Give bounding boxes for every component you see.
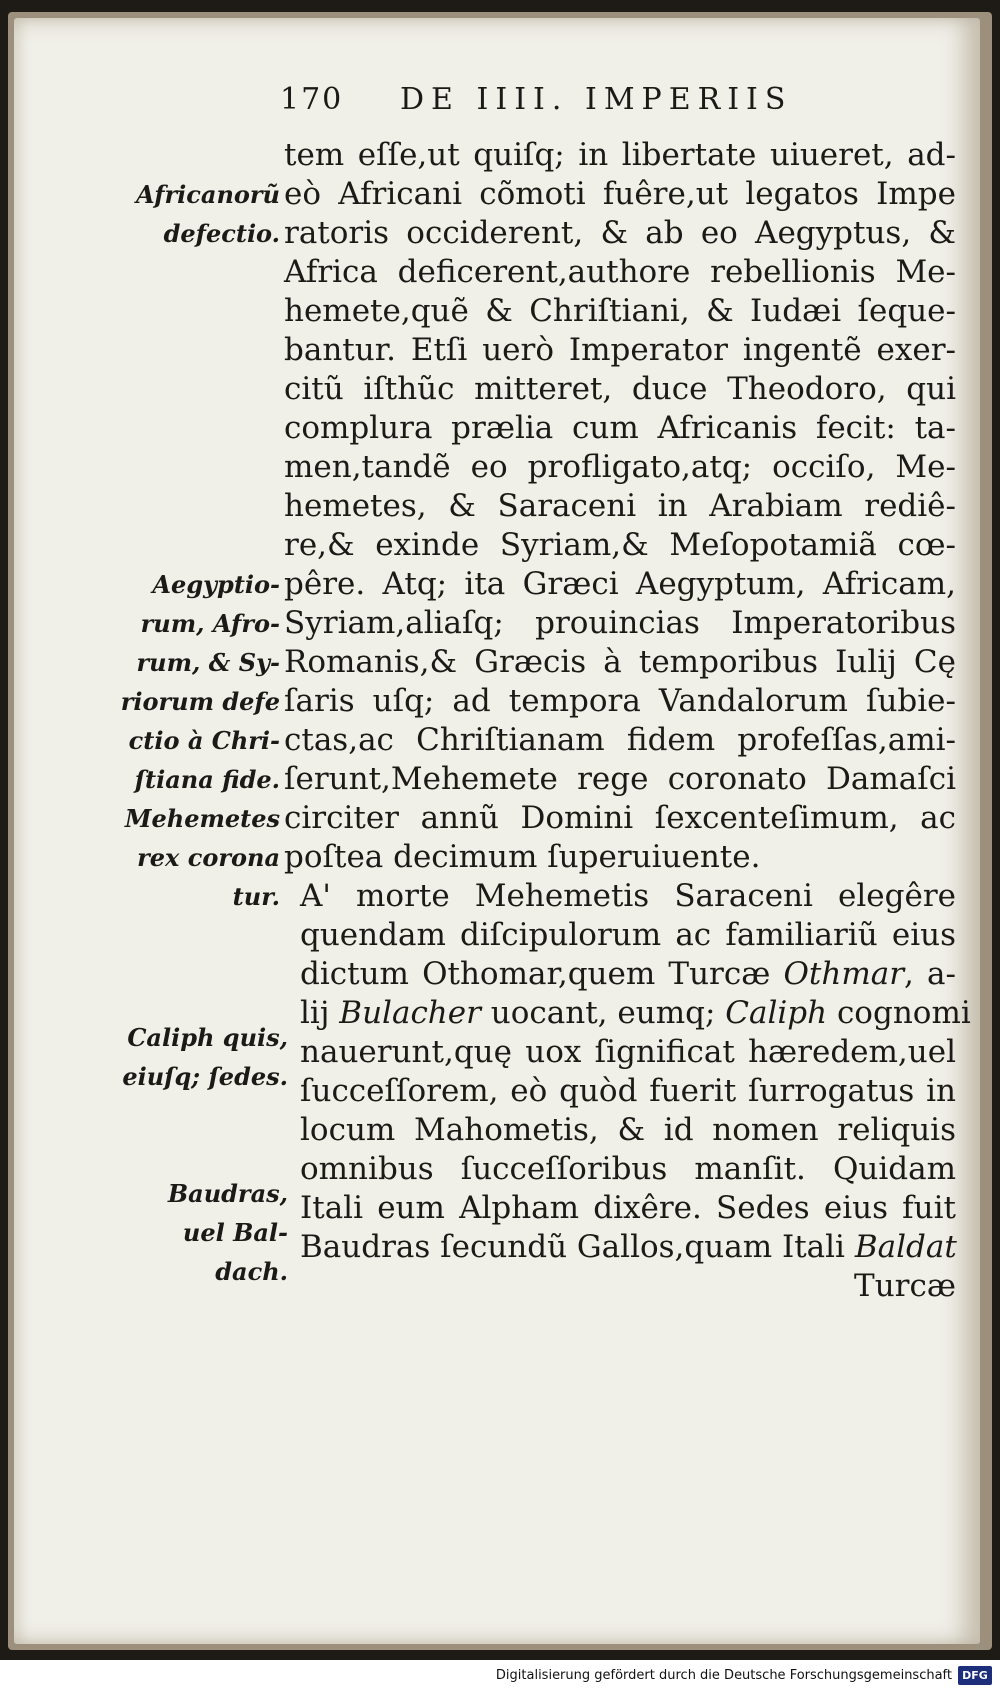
gloss-line: eiuſq; ſedes. (122, 1062, 288, 1091)
gloss-line: ſtiana fide. (134, 765, 280, 794)
text-run: lij (300, 995, 340, 1031)
running-head (280, 82, 840, 122)
gloss-line: tur. (232, 882, 280, 911)
text-line: ctas,ac Chriſtianam fidem profeſſas,ami- (284, 722, 956, 758)
proper-name-bulacher: Bulacher (339, 995, 481, 1031)
text-line: poſtea decimum ſuperuiuente. (284, 839, 761, 875)
gloss-line: rex corona (137, 843, 280, 872)
gloss-line: ctio à Chri- (128, 726, 280, 755)
proper-name-caliph: Caliph (725, 995, 828, 1031)
text-line: tem eſſe,ut quiſq; in libertate uiueret, ad- (284, 137, 956, 173)
text-line: citũ iſthũc mitteret, duce Theodoro, qui (284, 371, 956, 407)
margin-gloss-defection (120, 565, 280, 799)
text-line: A' morte Mehemetis Saraceni elegêre (300, 878, 956, 914)
text-run: Baudras ſecundũ Gallos,quam Itali (300, 1229, 855, 1265)
margin-gloss-caliph (120, 1018, 288, 1096)
gloss-line: Aegyptio- (152, 570, 280, 599)
gloss-line: Caliph quis, (127, 1023, 288, 1052)
margin-gloss-baudras (120, 1174, 288, 1291)
gloss-line: defectio. (163, 219, 280, 248)
text-line: pêre. Atq; ita Græci Aegyptum, Africam, (284, 566, 956, 602)
text-line: nauerunt,quę uox ſignificat hæredem,uel (300, 1034, 956, 1070)
text-line: circiter annũ Domini ſexcenteſimum, ac (284, 800, 956, 836)
catchword: Turcæ (854, 1268, 956, 1304)
proper-name-othmar: Othmar (783, 956, 905, 992)
gloss-line: dach. (215, 1257, 288, 1286)
text-line: ſerunt,Mehemete rege coronato Damaſci (284, 761, 956, 797)
text-line: re,& exinde Syriam,& Meſopotamiã cœ- (284, 527, 956, 563)
margin-gloss-mehemetes (120, 799, 280, 916)
text-line: quendam diſcipulorum ac familiariũ eius (300, 917, 956, 953)
gloss-line: Africanorũ (136, 180, 280, 209)
text-line: complura prælia cum Africanis fecit: ta- (284, 410, 956, 446)
header-title: DE IIII. IMPERIIS (400, 82, 793, 117)
text-line: ſaris uſq; ad tempora Vandalorum ſubie- (284, 683, 956, 719)
text-line: eò Africani cõmoti fuêre,ut legatos Impe (284, 176, 956, 212)
text-run: uocant, eumq; (480, 995, 726, 1031)
gloss-line: uel Bal- (182, 1218, 288, 1247)
gloss-line: rum, & Sy- (136, 648, 280, 677)
proper-name-baldat: Baldat (854, 1229, 957, 1265)
text-line (284, 994, 971, 1033)
text-line: omnibus ſucceſſoribus manſit. Quidam (300, 1151, 956, 1187)
text-line (284, 1228, 956, 1267)
gloss-line: Baudras, (167, 1179, 288, 1208)
footer-credit: Digitalisierung gefördert durch die Deutsche Forschungsgemeinschaft (495, 1668, 952, 1683)
text-line: ſucceſſorem, eò quòd fuerit ſurrogatus in (300, 1073, 956, 1109)
text-run: , a- (904, 956, 956, 992)
gloss-line: Mehemetes (124, 804, 280, 833)
text-run: dictum Othomar,quem Turcæ (300, 956, 784, 992)
text-line: ratoris occiderent, & ab eo Aegyptus, & (284, 215, 956, 251)
text-line: locum Mahometis, & id nomen reliquis (300, 1112, 956, 1148)
dfg-logo: DFG (958, 1666, 992, 1685)
page-number: 170 (280, 82, 344, 117)
text-line: hemete,quẽ & Chriſtiani, & Iudæi ſeque- (284, 293, 956, 329)
text-line: Romanis,& Græcis à temporibus Iulij Cę (284, 644, 956, 680)
margin-gloss-african-revolt (120, 175, 280, 253)
text-line: Africa deficerent,authore rebellionis Me- (284, 254, 956, 290)
gloss-line: riorum defe (120, 687, 280, 716)
text-line: hemetes, & Saraceni in Arabiam rediê- (284, 488, 956, 524)
text-line: Syriam,aliaſq; prouincias Imperatoribus (284, 605, 956, 641)
main-text (284, 136, 971, 1306)
text-line: bantur. Etſi uerò Imperator ingentẽ exer- (284, 332, 956, 368)
text-line: Itali eum Alpham dixêre. Sedes eius fuit (300, 1190, 956, 1226)
text-line (284, 955, 956, 994)
footer-bar (0, 1660, 1000, 1693)
text-line: men,tandẽ eo profligato,atq; occiſo, Me- (284, 449, 956, 485)
text-run: cognomi (827, 995, 971, 1031)
gloss-line: rum, Afro- (140, 609, 280, 638)
